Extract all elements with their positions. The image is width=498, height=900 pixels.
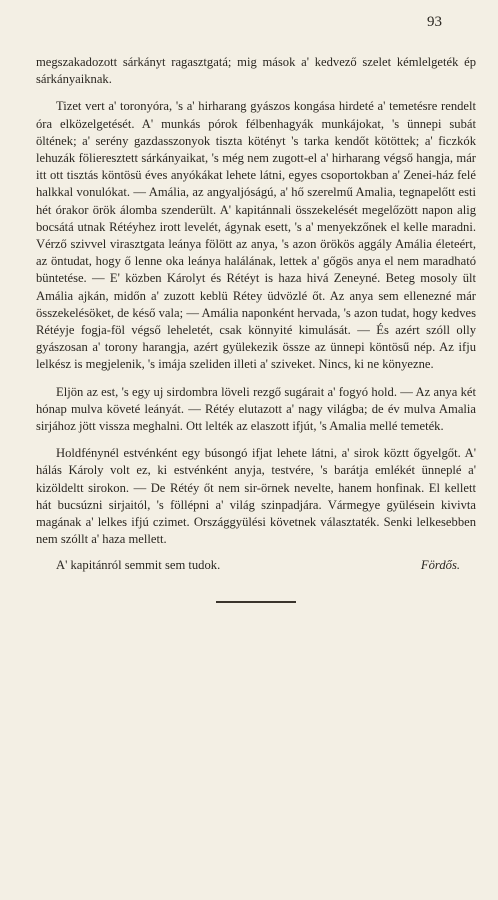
closing-line — [36, 558, 476, 573]
paragraph-4: Holdfénynél estvénként egy búsongó ifjat lehete látni, a' sirok köztt őgyelgőt. A' hálás Károly volt ez, ki estvénként anyja, testvére, 's barátja emlékét ünneplé a' kizöldeltt sirokon. — De Rétéy őt nem sir-örnek nevelte, hanem honfinak. El kellett hát bucsúzni sirjaitól, 's föllépni a' világ szinpadjára. Vármegye gyülésein kivivta magának a' lelkes ifjú czimet. Országgyülési követnek választaték. Senki lelkesebben nem szóllt a' haza mellett. — [36, 446, 476, 547]
end-rule — [216, 601, 296, 603]
author-signature: Fördős. — [420, 558, 460, 573]
closing-sentence: A' kapitánról semmit sem tudok. — [56, 558, 221, 573]
paragraph-3: Eljön az est, 's egy uj sirdombra löveli rezgő sugárait a' fogyó hold. — Az anya két hónap mulva követé leányát. — Rétéy elutazott a' nagy világba; de év mulva Amalia sirjához jött vissza meghalni. Ott lelték az elaszott ifjút, 's Amalia mellé temeték. — [36, 384, 476, 434]
paragraph-2: Tizet vert a' toronyóra, 's a' hirharang gyászos kongása hirdeté a' temetésre rendelt óra elközelgetését. A' munkás pórok félbenhagyák munkájokat, 's ünnepi subát öltének; a' serény gazdasszonyok tiszta kötényt 's tarka kendőt kötöttek; a' ficzkók lehuzák fölieresztett sárkányaikat, 's még nem zugott-el a' hirharang végső hangja, már itt ott tisztás köntösü éves anyókákat lehete látni, egyes csoportokban a' Zenei-ház felé halkkal vonulókat. — Amália, az angyaljóságú, a' hő szerelmű Amalia, tegnapelőtt esti hét órakor örök álomba szenderült. A' kapitánnali összekelését megelőzött napon alig bocsátá utnak Rétéyhez irott levelét, ágynak esett, 's a' menyekzőnek el kelle maradni. Vérző szivvel virasztgata leánya fölött az anya, 's azon örökös aggály Amália életeért, az öntudat, hogy ő lenne oka leánya halálának, lettek a' gőgös anya el nem maradható büntetése. — E' közben Károlyt és Rétéyt is haza hivá Zeneyné. Beteg mosoly ült Amália ajkán, midőn a' zuzott keblü Rétey üdvözlé őt. Az anya sem ellenezné már összekelésöket, de késő vala; — Amália naponként hervada, 's azon tudat, hogy kedves Rétéyje fogja-föl végső leheletét, csak könnyité kimulását. — És azért szóll olly gyászosan a' torony harangja, azért gyülekezik össze az ünnepi köntösű nép. Az ifju lelkész is megjelenik, 's imája szeliden illeti a' sziveket. Nincs, ki ne könyezne. — [36, 99, 476, 372]
page-body — [36, 54, 476, 548]
page-number: 93 — [427, 14, 442, 30]
paragraph-1: megszakadozott sárkányt ragasztgatá; mig mások a' kedvező szelet kémlelgeték ép sárkányaiknak. — [36, 55, 476, 87]
